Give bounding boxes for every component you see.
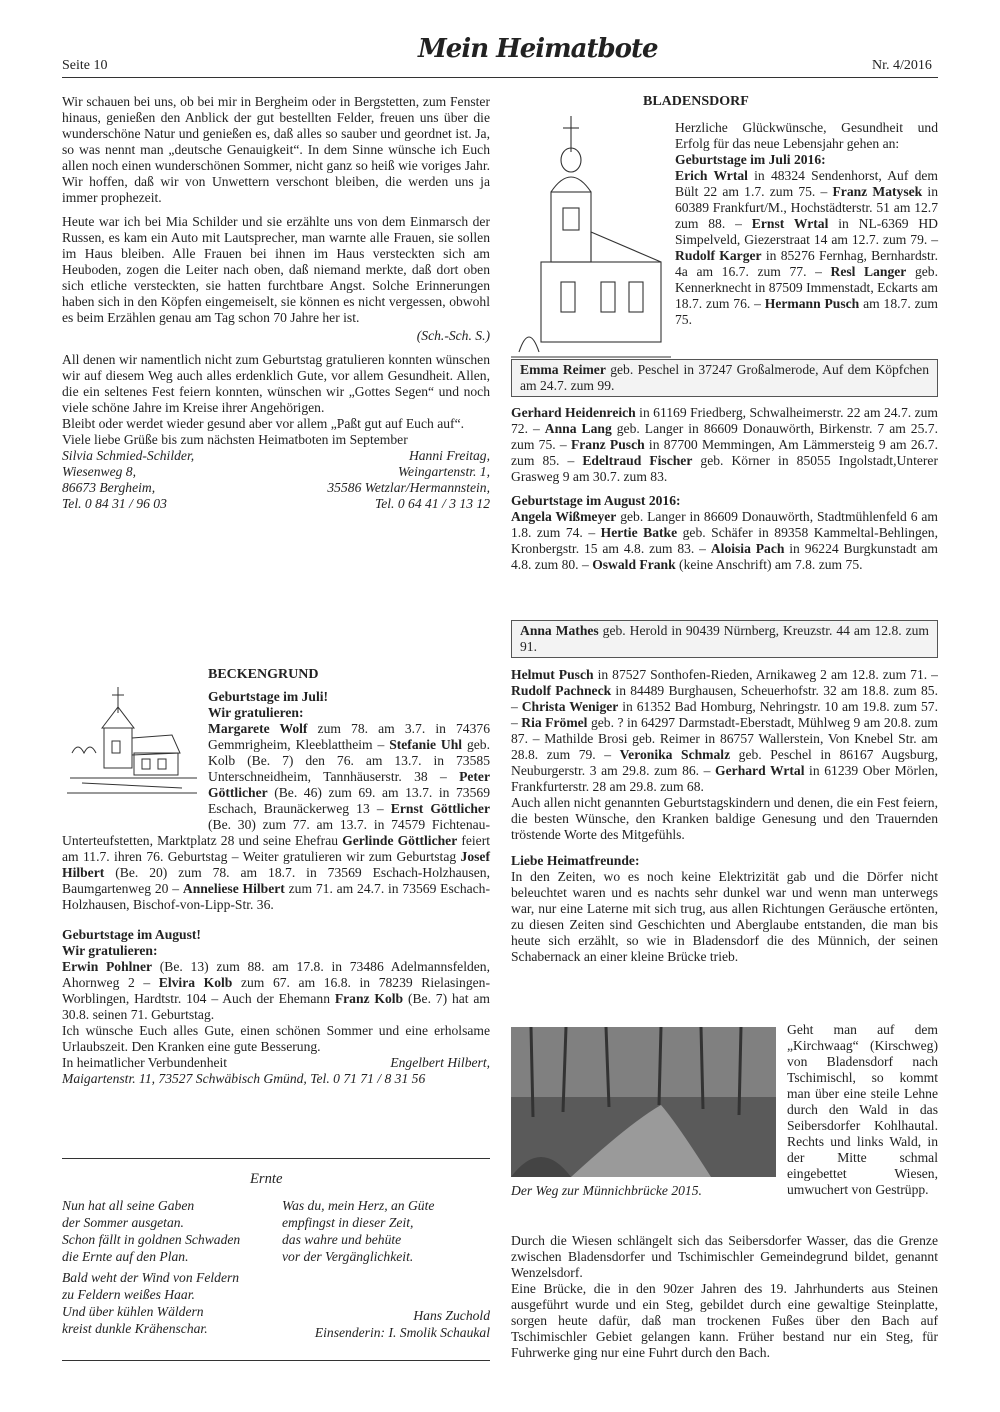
highlight-box-emma-reimer: Emma Reimer geb. Peschel in 37247 Großalmerode, Auf dem Köpfchen am 24.7. zum 99. [511,359,938,397]
address-row: Tel. 0 84 31 / 96 03 Tel. 0 64 41 / 3 13 12 [62,496,490,511]
address-row: Wiesenweg 8, Weingartenstr. 1, [62,464,490,479]
story-beside-photo: Geht man auf dem „Kirchwaag“ (Kirschweg) von Bladensdorf nach Tschimischl, so kommt man über eine steile Lehne durch den Wald in das Seibersdorfer Kohlhautal. Rechts und links Wald, in der Mitte schmal eingebettet Wiesen, umwuchert von Gestrüpp. [787,1022,938,1197]
july-2016-heading: Geburtstage im Juli 2016: [675,152,826,167]
header-rule [62,77,938,78]
poem-title: Ernte [250,1171,283,1187]
general-wishes: Auch allen nicht genannten Geburtstagskindern und denen, die ein Fest feiern, die besten Wünsche, den Kranken baldige Genesung und den Trauernden tröstende Worte des Mitgefühls. [511,795,938,842]
bladensdorf-intro [643,94,939,328]
address-row: 86673 Bergheim, 35586 Wetzlar/Hermannstein, [62,480,490,495]
poem-right-stanza: Was du, mein Herz, an Güte empfingst in dieser Zeit, das wahre und behüte vor der Vergänglichkeit. [282,1198,435,1264]
poem-sender: Einsenderin: I. Smolik Schaukal [314,1325,490,1340]
congratulate-heading-2: Wir gratulieren: [62,943,158,958]
photo-caption: Der Weg zur Münnichbrücke 2015. [511,1183,702,1198]
issue-number: Nr. 4/2016 [872,58,932,73]
intro-paragraph-1: Wir schauen bei uns, ob bei mir in Bergheim oder in Bergstetten, zum Fenster hinaus, genießen den Anblick der gut bestellten Felder, freuen uns über die wunderschöne Natur und genießen es, daß alles so sauber und geordnet ist. Ja, so was nennt man „deutsche Genauigkeit“. In dem Sinne wünsche ich Euch allen noch einen wunderschönen Sommer, nicht ganz so heiß wie voriges Jahr. Wir hoffen, daß wir von Unwettern verschont bleiben, die werden uns ja immer prophezeit. [62,94,490,205]
signature-address: Maigartenstr. 11, 73527 Schwäbisch Gmünd, Tel. 0 71 71 / 8 31 56 [62,1071,426,1086]
beckengrund-title: BECKENGRUND [208,667,319,682]
story-paragraph-3: Eine Brücke, die in den 90zer Jahren des 19. Jahrhunderts aus Steinen ausgeführt wurde und ein Steg, gebildet durch eine gewaltige Steinplatte, sorgen heute dafür, daß man trockenen Fußes über den Bach auf Tschimischler Gebiet gelangen kann. Früher bestand nur ein Steg, für Fuhrwerke ging nur eine Fuhrt durch den Bach. [511,1281,938,1360]
story-continued [511,1233,938,1361]
masthead-title: Mein Heimatbote [418,34,658,64]
left-intro-article [62,94,490,512]
intro-paragraph-5: Viele liebe Grüße bis zum nächsten Heimatboten im September [62,432,408,447]
signature-row: In heimatlicher Verbundenheit Engelbert Hilbert, [62,1055,490,1070]
poem-left-stanzas: Nun hat all seine Gaben der Sommer ausgetan. Schon fällt in goldnen Schwaden die Ernte auf den Plan. Bald weht der Wind von Feldern zu Feldern weißes Haar. Und über kühlen Wäldern kreist dunkle Krähenschar. [62,1198,241,1336]
story-heading: Liebe Heimatfreunde: [511,853,640,868]
poem-bottom-rule [62,1360,490,1361]
story-paragraph-1: In den Zeiten, wo es noch keine Elektrizität gab und die Dörfer nicht beleuchtet waren und es nachts sehr dunkel war und wenn man unterwegs war, nur eine Laterne mit sich trug, aus allen Richtungen Geräusche ertönten, zu diesen Zeiten sind Geschichten und Aberglaube entstanden, die man bis heute sich erzählt, so wie in Bladensdorf die des Münnich, der seinen Schabernack an einer kleine Brücke trieb. [511,869,938,964]
august-birthdays-part1: Angela Wißmeyer geb. Langer in 86609 Donauwörth, Stadtmühlenfeld 6 am 1.8. zum 74. – Hertie Batke geb. Schäfer in 89358 Kammeltal-Behlingen, Kronbergstr. 15 am 4.8. zum 83. – Aloisia Pach in 96224 Burgkunstadt am 4.8. zum 80. – Oswald Frank (keine Anschrift) am 7.8. zum 75. [511,509,939,572]
august-birthdays-part2: Helmut Pusch in 87527 Sonthofen-Rieden, Arnikaweg 2 am 12.8. zum 71. – Rudolf Pachneck in 84489 Burghausen, Scheuerhofstr. 32 am 18.8. zum 85. – Christa Weniger in 61352 Bad Homburg, Nehringstr. 10 am 19.8. zum 57. – Ria Frömel geb. ? in 64297 Darmstadt-Eberstadt, Mühlweg 9 am 20.8. zum 87. – Mathilde Brosi geb. Reimer in 86757 Wallerstein, Von Knebel Str. am 28.8. zum 79. – Veronika Schmalz geb. Peschel in 86167 Augsburg, Neuburgerstr. 3 am 29.8. zum 86. – Gerhard Wrtal in 61239 Ober Mörlen, Frankfurterstr. 28 am 29.8. zum 68. [511,667,939,794]
bladensdorf-title: BLADENSDORF [643,94,749,109]
bladensdorf-greeting: Herzliche Glückwünsche, Gesundheit und Erfolg für das neue Lebensjahr gehen an: Geburtstage im Juli 2016: Erich Wrtal in 48324 Sendenhorst, Auf dem Bült 22 am 1.7. zum 75. – Franz Matysek in 60389 Frankfurt/M., Hochstädterstr. 51 am 12.7 zum 88. – Ernst Wrtal in NL-6369 HD Simpelveld, Giezerstraat 14 am 12.7. zum 79. – Rudolf Karger in 85276 Fernhag, Bernhardstr. 4a am 16.7. zum 77. – Resl Langer geb. Kennerknecht in 87509 Immenstadt, Eckarts am 18.7. zum 76. – Hermann Pusch am 18.7. zum 75. [675,120,939,327]
author-initials: (Sch.-Sch. S.) [416,328,490,343]
highlight-box-anna-mathes: Anna Mathes geb. Herold in 90439 Nürnberg, Kreuzstr. 44 am 12.8. zum 91. [511,620,938,658]
illustration-spacer [62,689,208,831]
story-paragraph-2b: Durch die Wiesen schlängelt sich das Seibersdorfer Wasser, das die Grenze zwischen Bladensdorfer und Tschimischler Gemeindegrund bildet, genannt Wenzelsdorf. [511,1233,938,1280]
july-birthdays-part1: Erich Wrtal in 48324 Sendenhorst, Auf dem Bült 22 am 1.7. zum 75. – Franz Matysek in 60389 Frankfurt/M., Hochstädterstr. 51 am 12.7 zum 88. – Ernst Wrtal in NL-6369 HD Simpelveld, Giezerstraat 14 am 12.7. zum 79. – Rudolf Karger in 85276 Fernhag, Bernhardstr. 4a am 16.7. zum 77. – Resl Langer geb. Kennerknecht in 87509 Immenstadt, Eckarts am 18.7. zum 76. – Hermann Pusch am 18.7. zum 75. [675,168,939,327]
congratulate-heading: Wir gratulieren: [208,705,304,720]
july-heading: Geburtstage im Juli! [208,689,329,704]
july-birthdays-part2: Gerhard Heidenreich in 61169 Friedberg, Schwalheimerstr. 22 am 24.7. zum 72. – Anna Lang geb. Langer in 86609 Donauwörth, Birkenstr. 7 am 25.7. zum 75. – Franz Pusch in 87700 Memmingen, Am Lämmersteig 9 am 26.7. zum 85. – Edeltraud Fischer geb. Körner in 85055 Ingolstadt,Unterer Grasweg 9 am 30.7. zum 83. [511,405,939,484]
august-heading: Geburtstage im August! [62,927,201,942]
page-number: Seite 10 [62,58,108,73]
closing-wishes: Ich wünsche Euch alles Gute, einen schönen Sommer und eine erholsame Urlaubszeit. Den Kranken eine gute Besserung. [62,1023,490,1054]
beckengrund-section [62,667,490,1087]
church-illustration [511,112,671,367]
poem-top-rule [62,1158,490,1159]
july-birthdays: Margarete Wolf zum 78. am 3.7. in 74376 Gemmrigheim, Kleeblattheim – Stefanie Uhl geb. Kolb (Be. 7) den 76. am 13.7. in 73585 Unterschneidheim, Tannhäuserstr. 38 – Peter Göttlicher (Be. 46) zum 69. am 13.7. in 73569 Eschach, Braunäckerweg 13 – Ernst Göttlicher (Be. 30) zum 77. am 13.7. in 74579 Fichtenau-Unterteufstetten, Marktplatz 28 und seine Ehefrau Gerlinde Göttlicher feiert am 11.7. ihren 76. Geburtstag – Weiter gratulieren wir zum Geburtstag Josef Hilbert (Be. 20) zum 78. am 18.7. in 73569 Eschach-Holzhausen, Baumgartenweg 20 – Anneliese Hilbert zum 71. am 24.7. in 73569 Eschach-Holzhausen, Bischof-von-Lipp-Str. 36. [62,721,491,912]
forest-path-photo [511,1027,776,1177]
intro-paragraph-4: Bleibt oder werdet wieder gesund aber vor allem „Paßt gut auf Euch auf“. [62,416,464,431]
bladensdorf-continued [511,405,938,573]
address-row: Silvia Schmied-Schilder, Hanni Freitag, [62,448,490,463]
intro-paragraph-2: Heute war ich bei Mia Schilder und sie erzählte uns von dem Einmarsch der Russen, es kam ein Auto mit Lautsprecher, man warnte alle Frauen, sie sollen im Haus bleiben. Alle Frauen bei ihnen im Haus versteckten sich am Heuboden, zogen die Leiter nach oben, daß niemand merkte, daß dort oben sich etliche versteckten, sie hatten furchtbare Angst. Solche Erinnerungen haben sich in den Köpfen eingemeiselt, sie können es nicht vergessen, obwohl es beim Erzählen genau am Tag schon 70 Jahre her ist. [62,214,490,325]
bladensdorf-august-story [511,667,938,965]
intro-paragraph-3: All denen wir namentlich nicht zum Geburtstag gratulieren konnten wünschen wir auf diesem Weg auch alles erdenklich Gute, vor allem Gesundheit. Allen, die ein seltenes Fest feiern konnten, wünschen wir „Gottes Segen“ und noch viele schöne Jahre im Kreise ihrer Angehörigen. [62,352,490,415]
august-birthdays: Erwin Pohlner (Be. 13) zum 88. am 17.8. in 73486 Adelmannsfelden, Ahornweg 2 – Elvira Kolb zum 67. am 16.8. in 78239 Rielasingen-Worblingen, Hardtstr. 104 – Auch der Ehemann Franz Kolb (Be. 7) hat am 30.8. seinen 71. Geburtstag. [62,959,490,1022]
august-2016-heading: Geburtstage im August 2016: [511,493,681,508]
poem-author: Hans Zuchold [413,1308,490,1323]
